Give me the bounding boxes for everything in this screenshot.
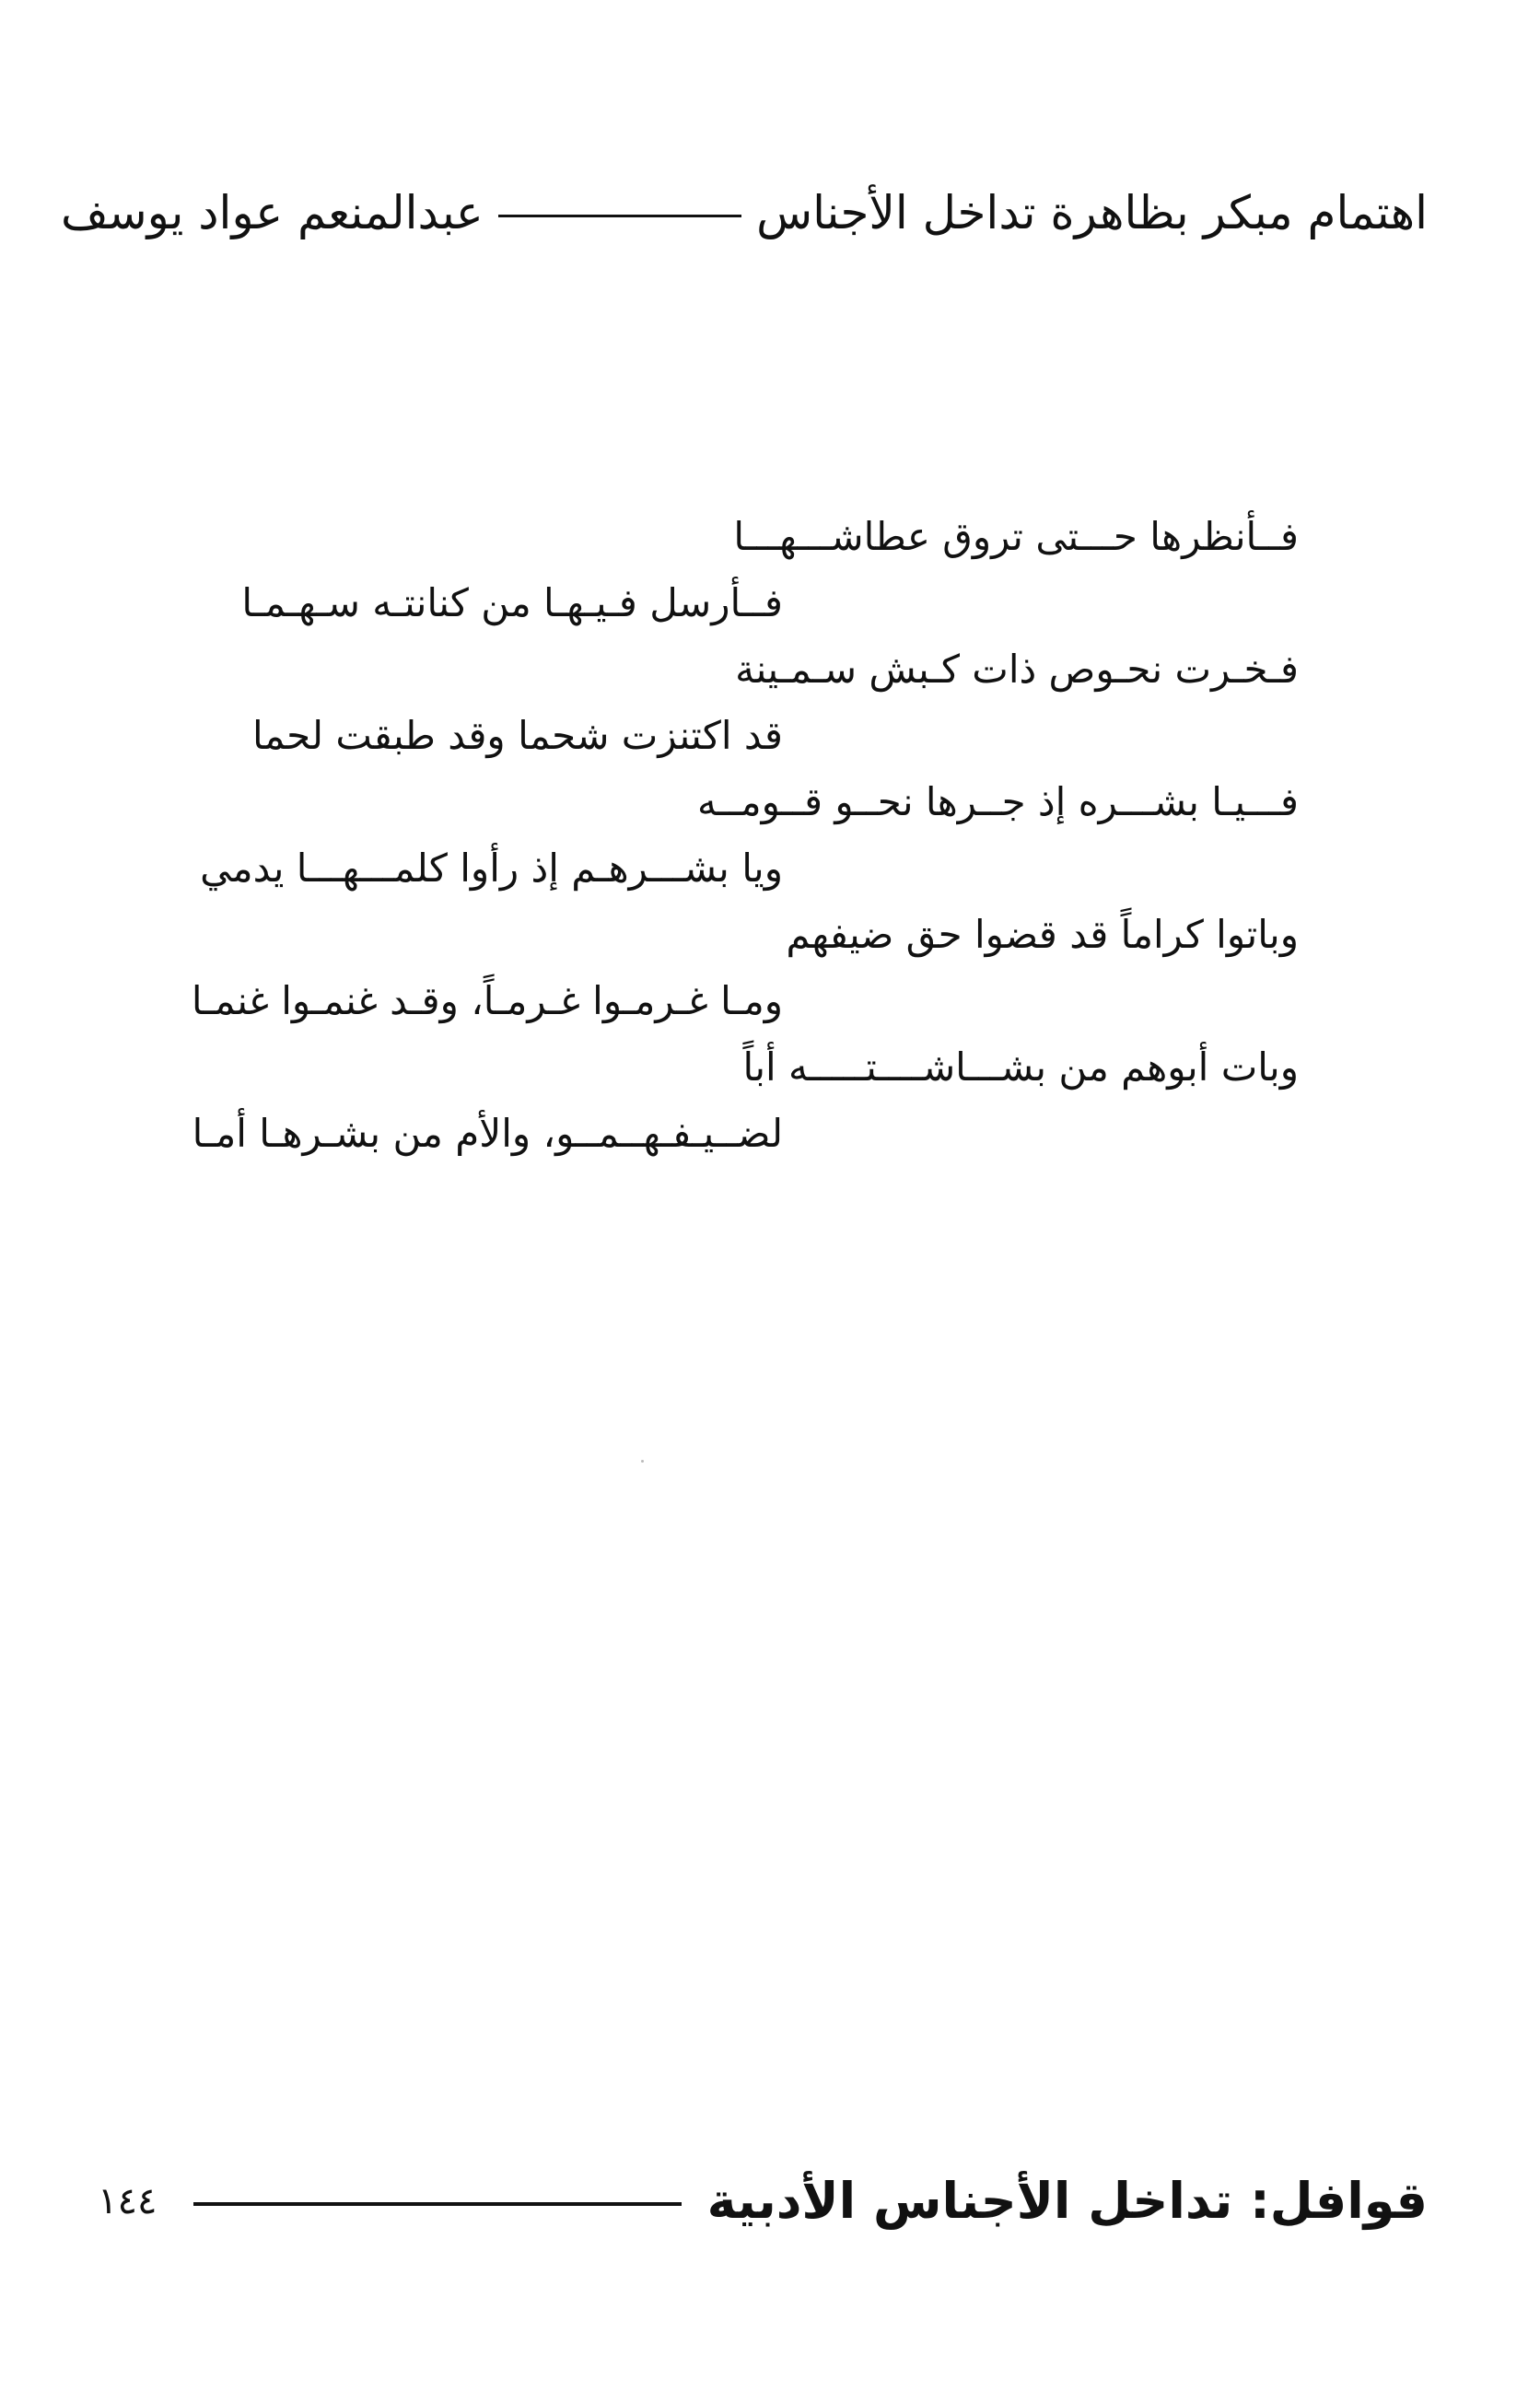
footer-title: قوافل: تداخل الأجناس الأدبية (706, 2172, 1428, 2230)
verse-4-second-hemistich: ومـا غـرمـوا غـرمـاً، وقـد غنمـوا غنمـا (191, 978, 783, 1023)
footer-rule (193, 2202, 681, 2206)
running-footer (98, 2164, 1428, 2238)
verse-1-first-hemistich: فــأنظرها حـــتى تروق عطاشـــهـــا (733, 514, 1299, 559)
verse-1-second-hemistich: فــأرسل فـيـهـا من كنانتـه سـهـمـا (241, 580, 783, 625)
verse-2-first-hemistich: فـخـرت نحـوص ذات كـبش سـمـينة (735, 647, 1299, 692)
verse-5-first-hemistich: وبات أبوهم من بشـــاشــــتـــــه أباً (742, 1044, 1299, 1090)
verse-3-first-hemistich: فـــيـا بشـــره إذ جــرها نحــو قــومــه (697, 779, 1299, 824)
poem (193, 505, 1299, 1168)
verse-5-second-hemistich: لضــيـفـهــمــو، والأم من بشـرهـا أمـا (192, 1111, 783, 1156)
header-title: اهتمام مبكر بظاهرة تداخل الأجناس (756, 186, 1428, 239)
running-header (61, 181, 1428, 245)
header-rule (498, 215, 741, 217)
header-author: عبدالمنعم عواد يوسف (61, 186, 484, 239)
verse-3-second-hemistich: ويا بشـــرهـم إذ رأوا كلمـــهـــا يدمي (200, 846, 783, 891)
verse-2-second-hemistich: قد اكتنزت شحما وقد طبقت لحما (252, 713, 783, 758)
verse-4-first-hemistich: وباتوا كراماً قد قضوا حق ضيفهم (786, 912, 1299, 957)
page-number: ١٤٤ (98, 2180, 158, 2222)
scan-speck (641, 1460, 644, 1463)
